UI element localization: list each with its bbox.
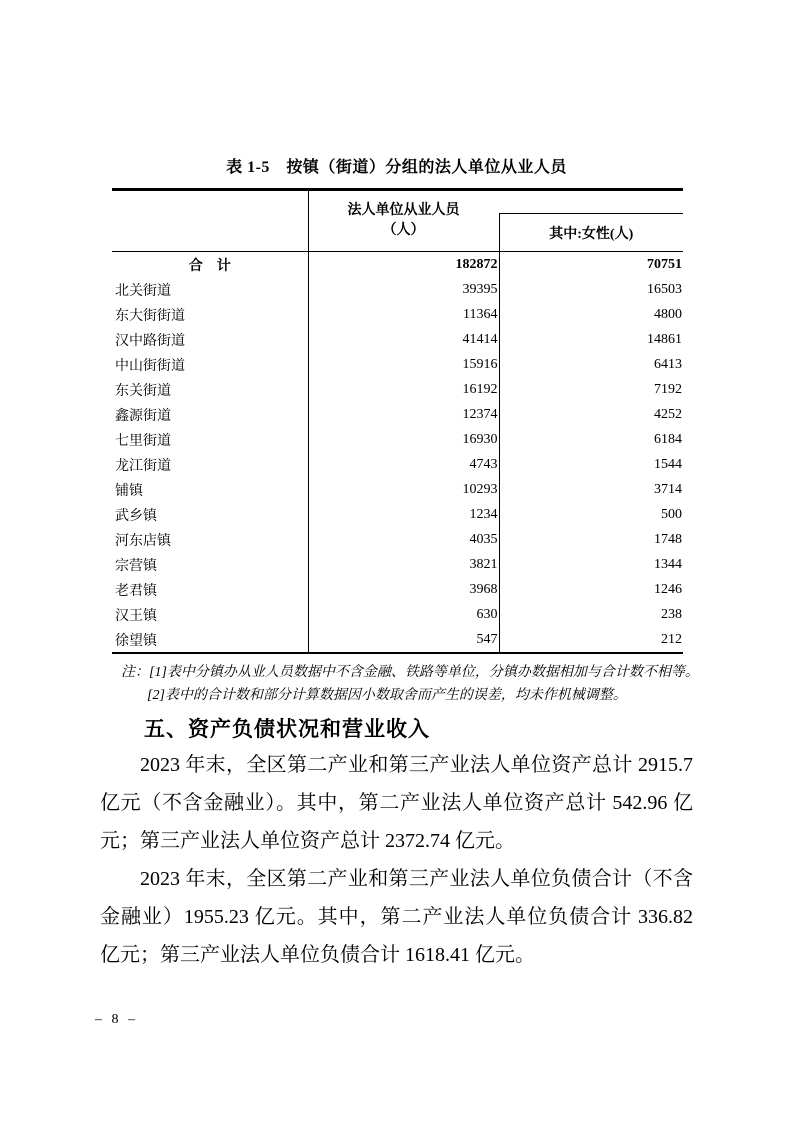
table-row bbox=[112, 552, 683, 577]
cell-employees-female: 238 bbox=[499, 602, 683, 627]
header-spacer-cell bbox=[499, 190, 683, 214]
cell-employees-female: 14861 bbox=[499, 327, 683, 352]
cell-region-name: 武乡镇 bbox=[115, 508, 157, 524]
table-row bbox=[112, 627, 683, 653]
cell-region-name: 汉中路街道 bbox=[115, 333, 185, 349]
table-row bbox=[112, 252, 683, 278]
cell-region-name: 汉王镇 bbox=[115, 608, 157, 624]
cell-region-name: 七里街道 bbox=[115, 433, 171, 449]
cell-employees-total: 4743 bbox=[308, 452, 499, 477]
table-row bbox=[112, 577, 683, 602]
cell-employees-female: 4800 bbox=[499, 302, 683, 327]
cell-employees-female: 212 bbox=[499, 627, 683, 653]
table-row bbox=[112, 302, 683, 327]
cell-region-name: 老君镇 bbox=[115, 583, 157, 599]
cell-employees-female: 70751 bbox=[499, 252, 683, 278]
table-body bbox=[112, 252, 683, 654]
table-row bbox=[112, 452, 683, 477]
header-total-line2: （人） bbox=[382, 223, 425, 238]
cell-region-name: 中山街街道 bbox=[115, 358, 185, 374]
cell-employees-total: 12374 bbox=[308, 402, 499, 427]
cell-region-name: 东关街道 bbox=[115, 383, 171, 399]
cell-employees-female: 1246 bbox=[499, 577, 683, 602]
cell-employees-total: 630 bbox=[308, 602, 499, 627]
section-body bbox=[100, 746, 693, 974]
cell-region-name: 宗营镇 bbox=[115, 558, 157, 574]
cell-employees-female: 16503 bbox=[499, 277, 683, 302]
table-row bbox=[112, 277, 683, 302]
cell-employees-female: 1344 bbox=[499, 552, 683, 577]
employees-table bbox=[112, 188, 683, 654]
cell-employees-total: 1234 bbox=[308, 502, 499, 527]
cell-employees-total: 16192 bbox=[308, 377, 499, 402]
header-total-cell bbox=[308, 190, 499, 252]
table-row bbox=[112, 352, 683, 377]
cell-region-name: 铺镇 bbox=[115, 483, 143, 499]
cell-region-name: 北关街道 bbox=[115, 283, 171, 299]
cell-employees-total: 182872 bbox=[308, 252, 499, 278]
cell-employees-female: 500 bbox=[499, 502, 683, 527]
cell-employees-total: 39395 bbox=[308, 277, 499, 302]
cell-employees-total: 41414 bbox=[308, 327, 499, 352]
cell-employees-female: 7192 bbox=[499, 377, 683, 402]
cell-region-name: 鑫源街道 bbox=[115, 408, 171, 424]
cell-employees-female: 1544 bbox=[499, 452, 683, 477]
cell-region-name: 徐望镇 bbox=[115, 633, 157, 649]
table-title: 表 1-5 按镇（街道）分组的法人单位从业人员 bbox=[226, 159, 567, 176]
paragraph-liabilities: 2023 年末，全区第二产业和第三产业法人单位负债合计（不含金融业）1955.23 亿元。其中，第二产业法人单位负债合计 336.82 亿元；第三产业法人单位负债合计 1618.41 亿元。 bbox=[100, 868, 693, 966]
cell-employees-total: 3821 bbox=[308, 552, 499, 577]
cell-region-name: 河东店镇 bbox=[115, 533, 171, 549]
cell-employees-female: 6184 bbox=[499, 427, 683, 452]
table-note-2: [2]表中的合计数和部分计算数据因小数取舍而产生的误差，均未作机械调整。 bbox=[147, 688, 627, 703]
cell-region-name: 龙江街道 bbox=[115, 458, 171, 474]
cell-region-name: 东大街街道 bbox=[115, 308, 185, 324]
header-female-cell: 其中:女性(人) bbox=[499, 214, 683, 252]
table-row bbox=[112, 602, 683, 627]
cell-region-name: 合 计 bbox=[188, 258, 231, 274]
table-row bbox=[112, 402, 683, 427]
paragraph-assets: 2023 年末，全区第二产业和第三产业法人单位资产总计 2915.7 亿元（不含金融业）。其中，第二产业法人单位资产总计 542.96 亿元；第三产业法人单位资产总计 2372.74 亿元。 bbox=[100, 754, 693, 852]
table-row bbox=[112, 427, 683, 452]
cell-employees-total: 4035 bbox=[308, 527, 499, 552]
cell-employees-female: 6413 bbox=[499, 352, 683, 377]
table-row bbox=[112, 377, 683, 402]
cell-employees-female: 3714 bbox=[499, 477, 683, 502]
cell-employees-total: 547 bbox=[308, 627, 499, 653]
header-region-cell bbox=[112, 190, 308, 252]
cell-employees-total: 10293 bbox=[308, 477, 499, 502]
cell-employees-total: 15916 bbox=[308, 352, 499, 377]
table-row bbox=[112, 502, 683, 527]
cell-employees-total: 16930 bbox=[308, 427, 499, 452]
cell-employees-total: 11364 bbox=[308, 302, 499, 327]
section-heading: 五、资产负债状况和营业收入 bbox=[144, 718, 430, 741]
page-number: – 8 – bbox=[95, 1012, 138, 1027]
table-row bbox=[112, 527, 683, 552]
header-total-line1: 法人单位从业人员 bbox=[347, 203, 460, 218]
cell-employees-female: 1748 bbox=[499, 527, 683, 552]
table-notes bbox=[121, 661, 701, 707]
table-row bbox=[112, 327, 683, 352]
table-header bbox=[112, 190, 683, 252]
table-row bbox=[112, 477, 683, 502]
cell-employees-female: 4252 bbox=[499, 402, 683, 427]
cell-employees-total: 3968 bbox=[308, 577, 499, 602]
table-note-1: 注：[1]表中分镇办从业人员数据中不含金融、铁路等单位，分镇办数据相加与合计数不相等。 bbox=[121, 665, 699, 680]
